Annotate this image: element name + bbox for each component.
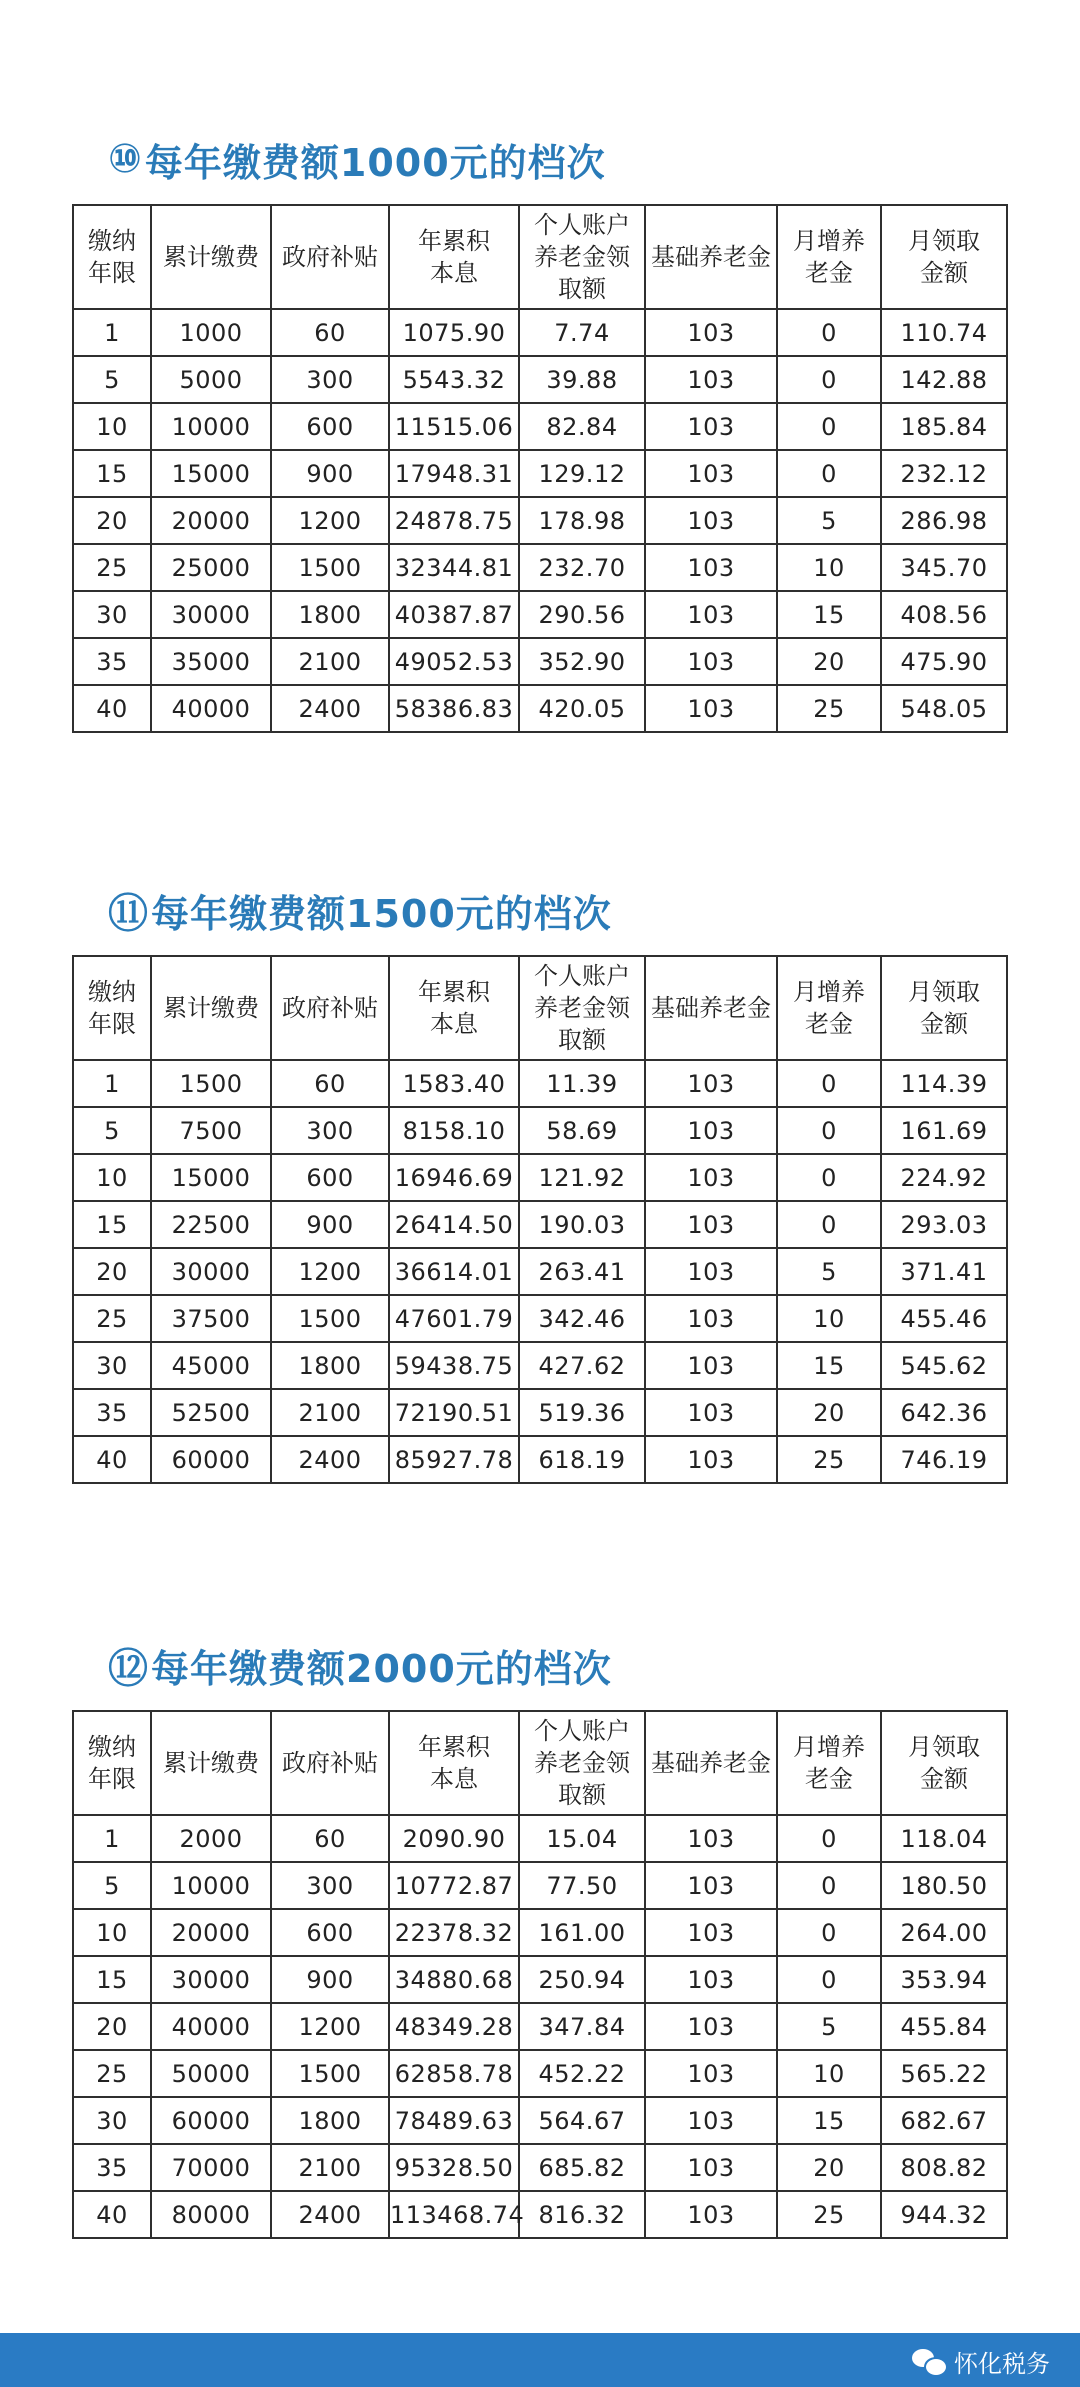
table-cell: 15: [777, 1342, 881, 1389]
column-header: 基础养老金: [645, 205, 777, 309]
column-header: 个人账户 养老金领 取额: [519, 205, 645, 309]
table-cell: 565.22: [881, 2050, 1007, 2097]
table-cell: 20000: [151, 497, 271, 544]
table-cell: 746.19: [881, 1436, 1007, 1483]
table-cell: 408.56: [881, 591, 1007, 638]
table-cell: 545.62: [881, 1342, 1007, 1389]
table-cell: 0: [777, 1909, 881, 1956]
pension-table: [72, 1710, 1008, 2239]
table-cell: 263.41: [519, 1248, 645, 1295]
table-cell: 114.39: [881, 1060, 1007, 1107]
table-cell: 20: [73, 1248, 151, 1295]
table-body: [73, 309, 1007, 732]
table-cell: 1200: [271, 2003, 389, 2050]
table-row: [73, 497, 1007, 544]
column-header: 年累积 本息: [389, 205, 519, 309]
table-row: [73, 1060, 1007, 1107]
table-cell: 103: [645, 2191, 777, 2238]
table-cell: 1800: [271, 2097, 389, 2144]
table-cell: 10: [777, 544, 881, 591]
table-cell: 103: [645, 1107, 777, 1154]
table-cell: 103: [645, 1436, 777, 1483]
table-cell: 1500: [271, 1295, 389, 1342]
table-cell: 1: [73, 1815, 151, 1862]
column-header: 政府补贴: [271, 1711, 389, 1815]
table-cell: 232.70: [519, 544, 645, 591]
table-cell: 0: [777, 356, 881, 403]
table-cell: 45000: [151, 1342, 271, 1389]
table-cell: 161.00: [519, 1909, 645, 1956]
table-cell: 103: [645, 2097, 777, 2144]
table-cell: 103: [645, 1248, 777, 1295]
table-cell: 618.19: [519, 1436, 645, 1483]
table-cell: 25: [73, 1295, 151, 1342]
table-row: [73, 1862, 1007, 1909]
table-cell: 10772.87: [389, 1862, 519, 1909]
table-cell: 15: [777, 2097, 881, 2144]
table-cell: 85927.78: [389, 1436, 519, 1483]
table-cell: 20: [777, 638, 881, 685]
table-body: [73, 1815, 1007, 2238]
table-cell: 34880.68: [389, 1956, 519, 2003]
table-cell: 40: [73, 2191, 151, 2238]
table-cell: 103: [645, 356, 777, 403]
table-cell: 2100: [271, 1389, 389, 1436]
table-cell: 48349.28: [389, 2003, 519, 2050]
table-cell: 103: [645, 1342, 777, 1389]
table-cell: 1500: [271, 2050, 389, 2097]
table-row: [73, 403, 1007, 450]
table-cell: 300: [271, 1107, 389, 1154]
table-cell: 1000: [151, 309, 271, 356]
table-cell: 0: [777, 1060, 881, 1107]
table-cell: 1800: [271, 591, 389, 638]
pension-table: [72, 204, 1008, 733]
table-cell: 40000: [151, 685, 271, 732]
table-cell: 1500: [271, 544, 389, 591]
table-cell: 60000: [151, 1436, 271, 1483]
table-cell: 25: [73, 2050, 151, 2097]
table-cell: 32344.81: [389, 544, 519, 591]
table-cell: 58386.83: [389, 685, 519, 732]
table-body: [73, 1060, 1007, 1483]
table-cell: 15.04: [519, 1815, 645, 1862]
table-cell: 808.82: [881, 2144, 1007, 2191]
table-header-row: [73, 956, 1007, 1060]
footer-watermark: [912, 2344, 1050, 2379]
column-header: 缴纳 年限: [73, 205, 151, 309]
table-cell: 5: [777, 1248, 881, 1295]
table-cell: 103: [645, 1060, 777, 1107]
table-cell: 30000: [151, 1956, 271, 2003]
table-cell: 7500: [151, 1107, 271, 1154]
table-cell: 1200: [271, 497, 389, 544]
section-number: ⑪: [108, 890, 149, 937]
table-cell: 78489.63: [389, 2097, 519, 2144]
table-cell: 103: [645, 638, 777, 685]
column-header: 累计缴费: [151, 205, 271, 309]
table-cell: 900: [271, 1956, 389, 2003]
table-cell: 25: [777, 1436, 881, 1483]
table-cell: 0: [777, 1956, 881, 2003]
table-cell: 178.98: [519, 497, 645, 544]
table-cell: 36614.01: [389, 1248, 519, 1295]
column-header: 基础养老金: [645, 956, 777, 1060]
column-header: 月增养 老金: [777, 956, 881, 1060]
table-cell: 35000: [151, 638, 271, 685]
table-cell: 900: [271, 1201, 389, 1248]
column-header: 月领取 金额: [881, 956, 1007, 1060]
table-cell: 300: [271, 1862, 389, 1909]
table-cell: 103: [645, 2050, 777, 2097]
table-cell: 0: [777, 403, 881, 450]
table-row: [73, 638, 1007, 685]
table-cell: 455.46: [881, 1295, 1007, 1342]
table-cell: 103: [645, 591, 777, 638]
table-cell: 103: [645, 1956, 777, 2003]
column-header: 年累积 本息: [389, 956, 519, 1060]
table-row: [73, 1909, 1007, 1956]
table-cell: 0: [777, 1201, 881, 1248]
table-cell: 60: [271, 309, 389, 356]
table-cell: 20: [777, 2144, 881, 2191]
table-row: [73, 1389, 1007, 1436]
column-header: 月领取 金额: [881, 205, 1007, 309]
column-header: 月领取 金额: [881, 1711, 1007, 1815]
table-cell: 39.88: [519, 356, 645, 403]
table-cell: 16946.69: [389, 1154, 519, 1201]
table-cell: 2400: [271, 685, 389, 732]
table-cell: 103: [645, 544, 777, 591]
table-header-row: [73, 205, 1007, 309]
table-cell: 427.62: [519, 1342, 645, 1389]
column-header: 基础养老金: [645, 1711, 777, 1815]
table-header-row: [73, 1711, 1007, 1815]
pension-table: [72, 955, 1008, 1484]
table-cell: 30: [73, 591, 151, 638]
table-cell: 15: [777, 591, 881, 638]
table-cell: 642.36: [881, 1389, 1007, 1436]
table-cell: 40: [73, 1436, 151, 1483]
table-row: [73, 2097, 1007, 2144]
column-header: 累计缴费: [151, 1711, 271, 1815]
table-cell: 113468.74: [389, 2191, 519, 2238]
table-cell: 10: [73, 1154, 151, 1201]
table-cell: 50000: [151, 2050, 271, 2097]
column-header: 个人账户 养老金领 取额: [519, 956, 645, 1060]
table-cell: 103: [645, 497, 777, 544]
table-cell: 548.05: [881, 685, 1007, 732]
section-title-text: 每年缴费额2000元的档次: [151, 1646, 612, 1691]
table-cell: 22378.32: [389, 1909, 519, 1956]
table-cell: 0: [777, 309, 881, 356]
table-cell: 290.56: [519, 591, 645, 638]
table-cell: 95328.50: [389, 2144, 519, 2191]
table-cell: 11515.06: [389, 403, 519, 450]
table-cell: 5: [73, 1862, 151, 1909]
section-number: ⑩: [108, 136, 143, 182]
table-row: [73, 1248, 1007, 1295]
table-cell: 35: [73, 2144, 151, 2191]
table-cell: 35: [73, 1389, 151, 1436]
table-cell: 0: [777, 450, 881, 497]
table-cell: 519.36: [519, 1389, 645, 1436]
table-cell: 49052.53: [389, 638, 519, 685]
table-cell: 103: [645, 1295, 777, 1342]
table-cell: 47601.79: [389, 1295, 519, 1342]
table-cell: 30000: [151, 1248, 271, 1295]
table-row: [73, 1815, 1007, 1862]
table-row: [73, 1154, 1007, 1201]
table-cell: 1200: [271, 1248, 389, 1295]
table-cell: 15000: [151, 1154, 271, 1201]
table-cell: 25: [777, 685, 881, 732]
table-cell: 11.39: [519, 1060, 645, 1107]
table-cell: 121.92: [519, 1154, 645, 1201]
table-cell: 0: [777, 1154, 881, 1201]
section-number: ⑫: [108, 1645, 149, 1692]
table-cell: 15: [73, 1201, 151, 1248]
table-cell: 185.84: [881, 403, 1007, 450]
table-cell: 5: [73, 356, 151, 403]
table-cell: 20: [73, 2003, 151, 2050]
table-cell: 455.84: [881, 2003, 1007, 2050]
table-cell: 300: [271, 356, 389, 403]
table-cell: 103: [645, 403, 777, 450]
table-cell: 20: [73, 497, 151, 544]
table-cell: 0: [777, 1107, 881, 1154]
table-cell: 352.90: [519, 638, 645, 685]
column-header: 累计缴费: [151, 956, 271, 1060]
table-cell: 564.67: [519, 2097, 645, 2144]
table-cell: 20: [777, 1389, 881, 1436]
table-cell: 30: [73, 1342, 151, 1389]
table-cell: 600: [271, 403, 389, 450]
table-cell: 59438.75: [389, 1342, 519, 1389]
table-cell: 60000: [151, 2097, 271, 2144]
column-header: 月增养 老金: [777, 205, 881, 309]
table-row: [73, 309, 1007, 356]
table-cell: 26414.50: [389, 1201, 519, 1248]
table-cell: 180.50: [881, 1862, 1007, 1909]
table-cell: 10000: [151, 1862, 271, 1909]
table-cell: 1500: [151, 1060, 271, 1107]
wechat-icon: [912, 2349, 946, 2375]
table-cell: 685.82: [519, 2144, 645, 2191]
table-cell: 5543.32: [389, 356, 519, 403]
table-cell: 103: [645, 450, 777, 497]
column-header: 个人账户 养老金领 取额: [519, 1711, 645, 1815]
table-row: [73, 2050, 1007, 2097]
table-cell: 475.90: [881, 638, 1007, 685]
table-row: [73, 544, 1007, 591]
table-cell: 72190.51: [389, 1389, 519, 1436]
column-header: 月增养 老金: [777, 1711, 881, 1815]
table-row: [73, 1342, 1007, 1389]
table-cell: 353.94: [881, 1956, 1007, 2003]
table-cell: 5: [73, 1107, 151, 1154]
table-cell: 0: [777, 1815, 881, 1862]
table-cell: 2100: [271, 2144, 389, 2191]
table-cell: 2000: [151, 1815, 271, 1862]
section-title: [108, 1637, 612, 1693]
table-cell: 10: [73, 1909, 151, 1956]
table-cell: 944.32: [881, 2191, 1007, 2238]
table-row: [73, 1201, 1007, 1248]
column-header: 政府补贴: [271, 205, 389, 309]
table-cell: 110.74: [881, 309, 1007, 356]
table-cell: 5: [777, 497, 881, 544]
table-cell: 5: [777, 2003, 881, 2050]
table-cell: 286.98: [881, 497, 1007, 544]
table-cell: 103: [645, 1862, 777, 1909]
table-cell: 60: [271, 1815, 389, 1862]
table-cell: 232.12: [881, 450, 1007, 497]
section-title-text: 每年缴费额1500元的档次: [151, 891, 612, 936]
table-cell: 17948.31: [389, 450, 519, 497]
table-cell: 25000: [151, 544, 271, 591]
table-cell: 264.00: [881, 1909, 1007, 1956]
table-cell: 30: [73, 2097, 151, 2144]
table-cell: 0: [777, 1862, 881, 1909]
table-cell: 5000: [151, 356, 271, 403]
table-cell: 62858.78: [389, 2050, 519, 2097]
table-cell: 35: [73, 638, 151, 685]
section-title-text: 每年缴费额1000元的档次: [144, 140, 606, 185]
table-cell: 25: [777, 2191, 881, 2238]
table-cell: 8158.10: [389, 1107, 519, 1154]
table-cell: 103: [645, 2003, 777, 2050]
table-row: [73, 2003, 1007, 2050]
table-cell: 103: [645, 309, 777, 356]
column-header: 缴纳 年限: [73, 956, 151, 1060]
table-cell: 80000: [151, 2191, 271, 2238]
table-cell: 420.05: [519, 685, 645, 732]
table-cell: 30000: [151, 591, 271, 638]
table-cell: 600: [271, 1909, 389, 1956]
table-cell: 224.92: [881, 1154, 1007, 1201]
column-header: 政府补贴: [271, 956, 389, 1060]
table-cell: 10000: [151, 403, 271, 450]
table-row: [73, 1956, 1007, 2003]
table-cell: 1: [73, 1060, 151, 1107]
table-cell: 103: [645, 1154, 777, 1201]
table-cell: 2100: [271, 638, 389, 685]
table-cell: 52500: [151, 1389, 271, 1436]
table-cell: 15000: [151, 450, 271, 497]
table-cell: 142.88: [881, 356, 1007, 403]
table-cell: 129.12: [519, 450, 645, 497]
table-cell: 118.04: [881, 1815, 1007, 1862]
table-row: [73, 1436, 1007, 1483]
table-cell: 103: [645, 1909, 777, 1956]
table-cell: 345.70: [881, 544, 1007, 591]
table-cell: 37500: [151, 1295, 271, 1342]
table-row: [73, 1107, 1007, 1154]
table-cell: 22500: [151, 1201, 271, 1248]
table-cell: 40: [73, 685, 151, 732]
table-cell: 161.69: [881, 1107, 1007, 1154]
table-cell: 2090.90: [389, 1815, 519, 1862]
table-cell: 190.03: [519, 1201, 645, 1248]
table-cell: 60: [271, 1060, 389, 1107]
table-row: [73, 591, 1007, 638]
table-cell: 10: [777, 2050, 881, 2097]
table-cell: 1800: [271, 1342, 389, 1389]
column-header: 缴纳 年限: [73, 1711, 151, 1815]
table-cell: 600: [271, 1154, 389, 1201]
table-cell: 103: [645, 1815, 777, 1862]
table-cell: 70000: [151, 2144, 271, 2191]
table-cell: 682.67: [881, 2097, 1007, 2144]
watermark-text: 怀化税务: [954, 2350, 1050, 2378]
table-cell: 82.84: [519, 403, 645, 450]
table-cell: 900: [271, 450, 389, 497]
section-title: [108, 131, 606, 187]
table-cell: 1075.90: [389, 309, 519, 356]
table-cell: 25: [73, 544, 151, 591]
table-row: [73, 356, 1007, 403]
table-cell: 103: [645, 1389, 777, 1436]
table-cell: 10: [73, 403, 151, 450]
table-cell: 342.46: [519, 1295, 645, 1342]
table-cell: 24878.75: [389, 497, 519, 544]
table-cell: 103: [645, 685, 777, 732]
table-cell: 2400: [271, 1436, 389, 1483]
table-cell: 103: [645, 2144, 777, 2191]
table-cell: 293.03: [881, 1201, 1007, 1248]
table-row: [73, 2191, 1007, 2238]
table-cell: 77.50: [519, 1862, 645, 1909]
table-row: [73, 2144, 1007, 2191]
table-cell: 15: [73, 1956, 151, 2003]
table-cell: 15: [73, 450, 151, 497]
table-cell: 7.74: [519, 309, 645, 356]
table-cell: 10: [777, 1295, 881, 1342]
table-cell: 250.94: [519, 1956, 645, 2003]
table-cell: 20000: [151, 1909, 271, 1956]
table-cell: 40000: [151, 2003, 271, 2050]
table-cell: 2400: [271, 2191, 389, 2238]
table-row: [73, 450, 1007, 497]
table-row: [73, 1295, 1007, 1342]
table-cell: 40387.87: [389, 591, 519, 638]
table-cell: 452.22: [519, 2050, 645, 2097]
table-cell: 1: [73, 309, 151, 356]
table-cell: 58.69: [519, 1107, 645, 1154]
table-row: [73, 685, 1007, 732]
table-cell: 1583.40: [389, 1060, 519, 1107]
section-title: [108, 882, 612, 938]
table-cell: 371.41: [881, 1248, 1007, 1295]
column-header: 年累积 本息: [389, 1711, 519, 1815]
table-cell: 103: [645, 1201, 777, 1248]
table-cell: 816.32: [519, 2191, 645, 2238]
table-cell: 347.84: [519, 2003, 645, 2050]
